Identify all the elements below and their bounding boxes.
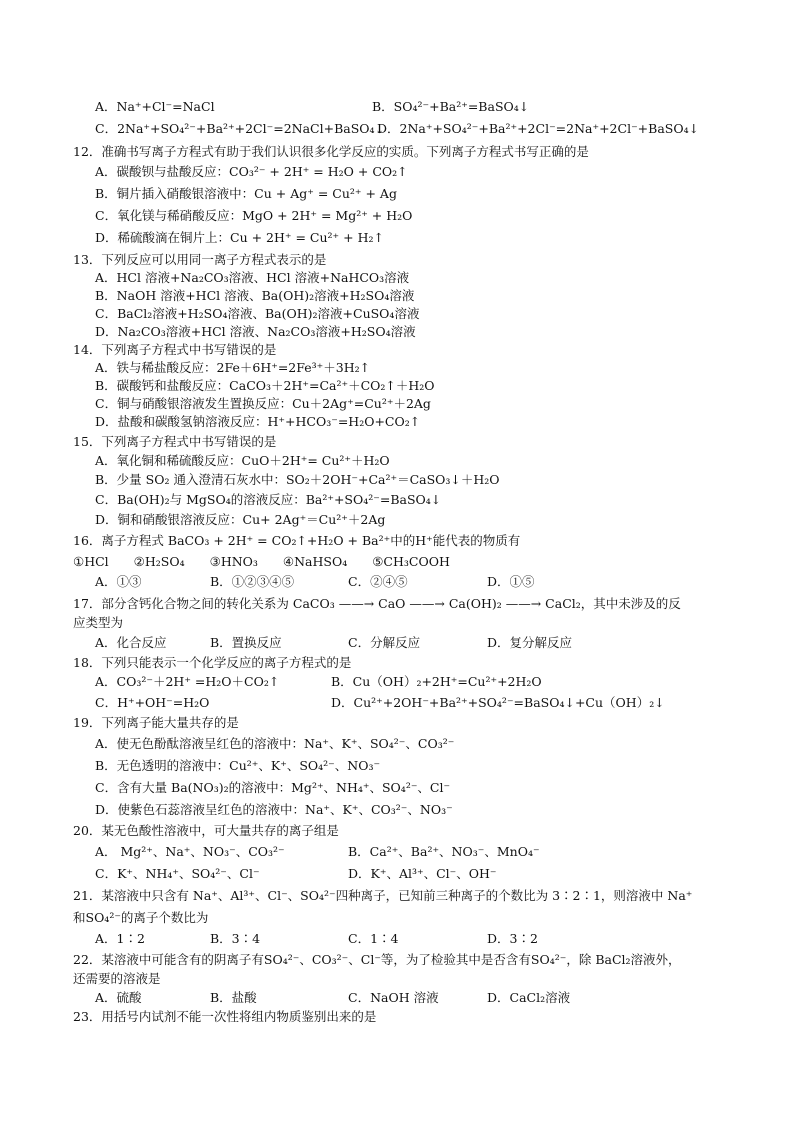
q17-option-d: D．复分解反应 [487,635,573,650]
q13-option-a: A．HCl 溶液+Na₂CO₃溶液、HCl 溶液+NaHCO₃溶液 [95,270,410,285]
question-19: 19．下列离子能大量共存的是 [73,715,239,730]
question-20: 20．某无色酸性溶液中，可大量共存的离子组是 [73,823,339,838]
q15-option-b: B．少量 SO₂ 通入澄清石灰水中：SO₂＋2OH⁻+Ca²⁺＝CaSO₃↓＋H₂O [95,472,500,487]
q18-option-a: A．CO₃²⁻＋2H⁺ =H₂O＋CO₂↑ [95,674,280,689]
q13-option-b: B．NaOH 溶液+HCl 溶液、Ba(OH)₂溶液+H₂SO₄溶液 [95,288,415,303]
q17-option-b: B．置换反应 [210,635,282,650]
question-17-cont: 应类型为 [73,615,124,630]
q14-option-b: B．碳酸钙和盐酸反应：CaCO₃＋2H⁺=Ca²⁺＋CO₂↑＋H₂O [95,378,435,393]
question-18: 18．下列只能表示一个化学反应的离子方程式的是 [73,655,352,670]
q21-option-a: A．1∶2 [95,931,145,946]
q19-option-c: C．含有大量 Ba(NO₃)₂的溶液中：Mg²⁺、NH₄⁺、SO₄²⁻、Cl⁻ [95,780,451,795]
q11-option-b: B．SO₄²⁻+Ba²⁺=BaSO₄↓ [372,99,530,114]
question-12: 12．准确书写离子方程式有助于我们认识很多化学反应的实质。下列离子方程式书写正确的是 [73,144,589,159]
q19-option-a: A．使无色酚酞溶液呈红色的溶液中：Na⁺、K⁺、SO₄²⁻、CO₃²⁻ [95,736,455,751]
q15-option-a: A．氧化铜和稀硫酸反应：CuO＋2H⁺= Cu²⁺＋H₂O [95,453,390,468]
q14-option-c: C．铜与硝酸银溶液发生置换反应：Cu＋2Ag⁺=Cu²⁺＋2Ag [95,396,431,411]
q21-option-c: C．1∶4 [348,931,399,946]
q22-option-b: B．盐酸 [210,990,257,1005]
q12-option-b: B．铜片插入硝酸银溶液中：Cu + Ag⁺ = Cu²⁺ + Ag [95,186,397,201]
q21-option-b: B．3∶4 [210,931,261,946]
q12-option-a: A．碳酸钡与盐酸反应：CO₃²⁻ + 2H⁺ = H₂O + CO₂↑ [95,164,408,179]
q13-option-c: C．BaCl₂溶液+H₂SO₄溶液、Ba(OH)₂溶液+CuSO₄溶液 [95,306,420,321]
question-22-cont: 还需要的溶液是 [73,971,161,986]
question-16: 16．离子方程式 BaCO₃ + 2H⁺ = CO₂↑+H₂O + Ba²⁺中的H⁺能代表的物质有 [73,533,521,548]
q16-option-c: C．②④⑤ [348,574,408,589]
q11-option-d: D．2Na⁺+SO₄²⁻+Ba²⁺+2Cl⁻=2Na⁺+2Cl⁻+BaSO₄↓ [377,121,700,136]
question-21: 21．某溶液中只含有 Na⁺、Al³⁺、Cl⁻、SO₄²⁻四种离子，已知前三种离子的个数比为 3∶2∶1，则溶液中 Na⁺ [73,888,693,903]
q11-option-a: A．Na⁺+Cl⁻=NaCl [95,99,215,114]
q16-substances: ①HCl ②H₂SO₄ ③HNO₃ ④NaHSO₄ ⑤CH₃COOH [73,554,450,569]
q16-option-a: A．①③ [95,574,142,589]
q15-option-d: D．铜和硝酸银溶液反应：Cu+ 2Ag⁺＝Cu²⁺＋2Ag [95,512,386,527]
q12-option-d: D．稀硫酸滴在铜片上：Cu + 2H⁺ = Cu²⁺ + H₂↑ [95,230,384,245]
question-13: 13．下列反应可以用同一离子方程式表示的是 [73,252,327,267]
q22-option-d: D．CaCl₂溶液 [487,990,571,1005]
question-15: 15．下列离子方程式中书写错误的是 [73,434,277,449]
q18-option-d: D．Cu²⁺+2OH⁻+Ba²⁺+SO₄²⁻=BaSO₄↓+Cu（OH）₂↓ [331,695,665,710]
q22-option-c: C．NaOH 溶液 [348,990,439,1005]
q11-option-c: C．2Na⁺+SO₄²⁻+Ba²⁺+2Cl⁻=2NaCl+BaSO₄↓ [95,121,386,136]
q21-option-d: D．3∶2 [487,931,538,946]
question-21-cont: 和SO₄²⁻的离子个数比为 [73,910,209,925]
q20-option-d: D．K⁺、Al³⁺、Cl⁻、OH⁻ [348,866,497,881]
q20-option-c: C．K⁺、NH₄⁺、SO₄²⁻、Cl⁻ [95,866,260,881]
q22-option-a: A．硫酸 [95,990,142,1005]
q13-option-d: D．Na₂CO₃溶液+HCl 溶液、Na₂CO₃溶液+H₂SO₄溶液 [95,324,416,339]
q14-option-d: D．盐酸和碳酸氢钠溶液反应：H⁺+HCO₃⁻=H₂O+CO₂↑ [95,414,421,429]
q17-option-a: A．化合反应 [95,635,167,650]
question-22: 22．某溶液中可能含有的阴离子有SO₄²⁻、CO₃²⁻、Cl⁻等，为了检验其中是否含有SO₄²⁻，除 BaCl₂溶液外， [73,952,681,967]
question-23: 23．用括号内试剂不能一次性将组内物质鉴别出来的是 [73,1009,377,1024]
q14-option-a: A．铁与稀盐酸反应：2Fe＋6H⁺=2Fe³⁺＋3H₂↑ [95,360,371,375]
q17-option-c: C．分解反应 [348,635,421,650]
q19-option-b: B．无色透明的溶液中：Cu²⁺、K⁺、SO₄²⁻、NO₃⁻ [95,758,381,773]
q16-option-d: D．①⑤ [487,574,535,589]
q20-option-b: B．Ca²⁺、Ba²⁺、NO₃⁻、MnO₄⁻ [348,844,540,859]
q20-option-a: A． Mg²⁺、Na⁺、NO₃⁻、CO₃²⁻ [95,844,285,859]
q16-option-b: B．①②③④⑤ [210,574,295,589]
question-14: 14．下列离子方程式中书写错误的是 [73,342,277,357]
q19-option-d: D．使紫色石蕊溶液呈红色的溶液中：Na⁺、K⁺、CO₃²⁻、NO₃⁻ [95,802,453,817]
question-17: 17．部分含钙化合物之间的转化关系为 CaCO₃ ——→ CaO ——→ Ca(OH)₂ ——→ CaCl₂，其中未涉及的反 [73,596,681,611]
q18-option-b: B．Cu（OH）₂+2H⁺=Cu²⁺+2H₂O [331,674,542,689]
q12-option-c: C．氧化镁与稀硝酸反应：MgO + 2H⁺ = Mg²⁺ + H₂O [95,208,413,223]
q18-option-c: C．H⁺+OH⁻=H₂O [95,695,210,710]
q15-option-c: C．Ba(OH)₂与 MgSO₄的溶液反应：Ba²⁺+SO₄²⁻=BaSO₄↓ [95,492,442,507]
